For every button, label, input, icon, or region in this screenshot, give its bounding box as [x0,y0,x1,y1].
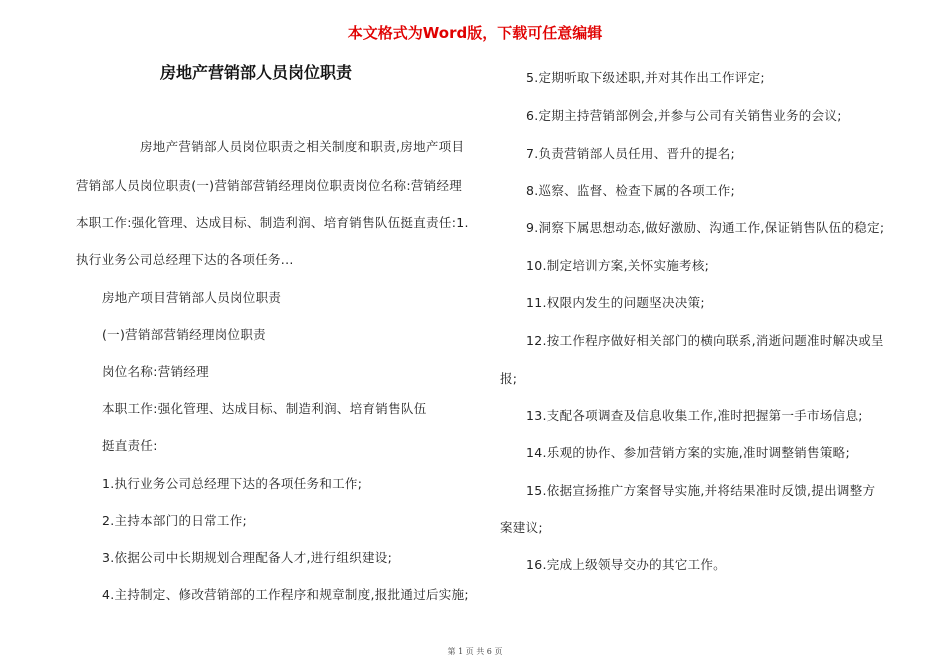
paragraph-line: 本职工作:强化管理、达成目标、制造利润、培育销售队伍挺直责任:1. [76,215,469,230]
paragraph-line: 房地产营销部人员岗位职责之相关制度和职责,房地产项目 [140,139,465,154]
document-title: 房地产营销部人员岗位职责 [160,63,353,82]
paragraph-line: 16.完成上级领导交办的其它工作。 [526,557,726,572]
paragraph-line: 案建议; [500,520,543,535]
paragraph-line: 13.支配各项调查及信息收集工作,准时把握第一手市场信息; [526,408,863,423]
paragraph-line: 5.定期听取下级述职,并对其作出工作评定; [526,70,765,85]
paragraph-line: 8.巡察、监督、检查下属的各项工作; [526,183,736,198]
paragraph-line: 12.按工作程序做好相关部门的横向联系,消逝问题准时解决或呈 [526,333,884,348]
paragraph-line: 4.主持制定、修改营销部的工作程序和规章制度,报批通过后实施; [102,587,469,602]
paragraph-line: 14.乐观的协作、参加营销方案的实施,准时调整销售策略; [526,445,850,460]
paragraph-line: 7.负责营销部人员任用、晋升的提名; [526,146,736,161]
page-number: 第 1 页 共 6 页 [447,647,503,656]
paragraph-line: 6.定期主持营销部例会,并参与公司有关销售业务的会议; [526,108,842,123]
paragraph-line: 挺直责任: [102,438,158,453]
paragraph-line: 9.洞察下属思想动态,做好激励、沟通工作,保证销售队伍的稳定; [526,220,885,235]
paragraph-line: 岗位名称:营销经理 [102,364,209,379]
paragraph-line: 10.制定培训方案,关怀实施考核; [526,258,710,273]
paragraph-line: 营销部人员岗位职责(一)营销部营销经理岗位职责岗位名称:营销经理 [76,178,463,193]
format-banner: 本文格式为Word版，下载可任意编辑 [347,24,603,42]
paragraph-line: 3.依据公司中长期规划合理配备人才,进行组织建设; [102,550,393,565]
paragraph-line: 15.依据宣扬推广方案督导实施,并将结果准时反馈,提出调整方 [526,483,876,498]
paragraph-line: 执行业务公司总经理下达的各项任务... [76,252,294,267]
paragraph-line: 报; [500,371,518,386]
paragraph-line: 2.主持本部门的日常工作; [102,513,248,528]
paragraph-line: 房地产项目营销部人员岗位职责 [102,290,282,305]
paragraph-line: 1.执行业务公司总经理下达的各项任务和工作; [102,476,363,491]
paragraph-line: (一)营销部营销经理岗位职责 [102,327,266,342]
paragraph-line: 11.权限内发生的问题坚决决策; [526,295,705,310]
paragraph-line: 本职工作:强化管理、达成目标、制造利润、培育销售队伍 [102,401,427,416]
